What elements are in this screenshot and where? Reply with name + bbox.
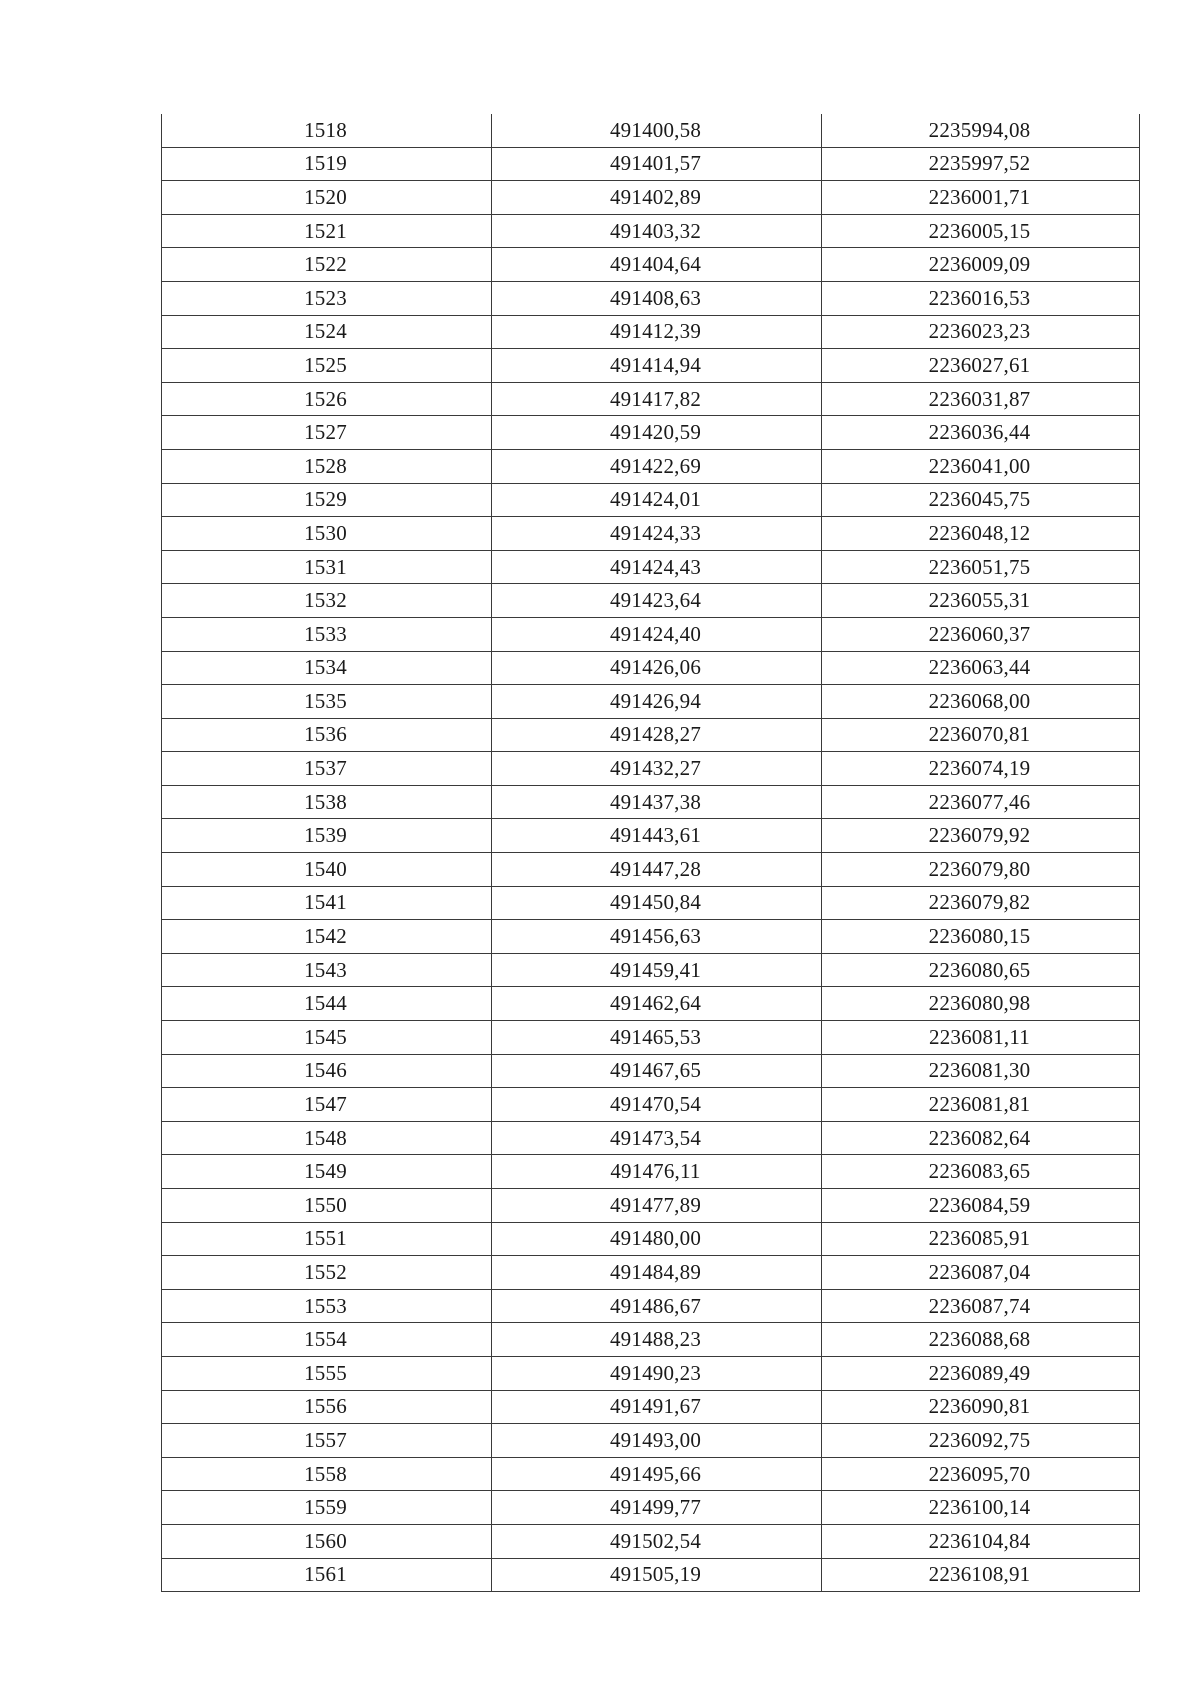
point-number-cell: 1538 (162, 785, 492, 819)
table-row (162, 1457, 1140, 1491)
y-coordinate-cell: 2236055,31 (822, 584, 1140, 618)
point-number-cell: 1556 (162, 1390, 492, 1424)
point-number-cell: 1532 (162, 584, 492, 618)
x-coordinate-cell: 491493,00 (492, 1424, 822, 1458)
x-coordinate-cell: 491402,89 (492, 181, 822, 215)
point-number-cell: 1555 (162, 1356, 492, 1390)
x-coordinate-cell: 491424,40 (492, 617, 822, 651)
x-coordinate-cell: 491495,66 (492, 1457, 822, 1491)
x-coordinate-cell: 491491,67 (492, 1390, 822, 1424)
point-number-cell: 1548 (162, 1121, 492, 1155)
point-number-cell: 1535 (162, 685, 492, 719)
point-number-cell: 1544 (162, 987, 492, 1021)
point-number-cell: 1540 (162, 853, 492, 887)
x-coordinate-cell: 491401,57 (492, 147, 822, 181)
y-coordinate-cell: 2236104,84 (822, 1524, 1140, 1558)
x-coordinate-cell: 491502,54 (492, 1524, 822, 1558)
y-coordinate-cell: 2236080,65 (822, 953, 1140, 987)
y-coordinate-cell: 2235994,08 (822, 114, 1140, 147)
table-row (162, 315, 1140, 349)
point-number-cell: 1533 (162, 617, 492, 651)
point-number-cell: 1534 (162, 651, 492, 685)
point-number-cell: 1541 (162, 886, 492, 920)
x-coordinate-cell: 491404,64 (492, 248, 822, 282)
y-coordinate-cell: 2236088,68 (822, 1323, 1140, 1357)
y-coordinate-cell: 2236068,00 (822, 685, 1140, 719)
table-row (162, 1424, 1140, 1458)
y-coordinate-cell: 2236095,70 (822, 1457, 1140, 1491)
point-number-cell: 1554 (162, 1323, 492, 1357)
point-number-cell: 1524 (162, 315, 492, 349)
y-coordinate-cell: 2236070,81 (822, 718, 1140, 752)
table-row (162, 517, 1140, 551)
y-coordinate-cell: 2236045,75 (822, 483, 1140, 517)
table-row (162, 181, 1140, 215)
y-coordinate-cell: 2236005,15 (822, 214, 1140, 248)
point-number-cell: 1549 (162, 1155, 492, 1189)
table-row (162, 1390, 1140, 1424)
point-number-cell: 1523 (162, 281, 492, 315)
y-coordinate-cell: 2236027,61 (822, 349, 1140, 383)
point-number-cell: 1546 (162, 1054, 492, 1088)
table-row (162, 1222, 1140, 1256)
table-row (162, 752, 1140, 786)
y-coordinate-cell: 2236108,91 (822, 1558, 1140, 1592)
point-number-cell: 1536 (162, 718, 492, 752)
point-number-cell: 1530 (162, 517, 492, 551)
x-coordinate-cell: 491437,38 (492, 785, 822, 819)
y-coordinate-cell: 2236084,59 (822, 1189, 1140, 1223)
y-coordinate-cell: 2236100,14 (822, 1491, 1140, 1525)
point-number-cell: 1543 (162, 953, 492, 987)
table-row (162, 382, 1140, 416)
x-coordinate-cell: 491450,84 (492, 886, 822, 920)
x-coordinate-cell: 491499,77 (492, 1491, 822, 1525)
x-coordinate-cell: 491484,89 (492, 1256, 822, 1290)
x-coordinate-cell: 491426,06 (492, 651, 822, 685)
table-row (162, 550, 1140, 584)
table-row (162, 281, 1140, 315)
y-coordinate-cell: 2236041,00 (822, 449, 1140, 483)
x-coordinate-cell: 491465,53 (492, 1021, 822, 1055)
x-coordinate-cell: 491400,58 (492, 114, 822, 147)
point-number-cell: 1529 (162, 483, 492, 517)
y-coordinate-cell: 2236081,30 (822, 1054, 1140, 1088)
y-coordinate-cell: 2236081,11 (822, 1021, 1140, 1055)
y-coordinate-cell: 2236077,46 (822, 785, 1140, 819)
y-coordinate-cell: 2236089,49 (822, 1356, 1140, 1390)
point-number-cell: 1559 (162, 1491, 492, 1525)
y-coordinate-cell: 2236092,75 (822, 1424, 1140, 1458)
point-number-cell: 1525 (162, 349, 492, 383)
x-coordinate-cell: 491417,82 (492, 382, 822, 416)
table-row (162, 785, 1140, 819)
y-coordinate-cell: 2236051,75 (822, 550, 1140, 584)
x-coordinate-cell: 491424,01 (492, 483, 822, 517)
point-number-cell: 1561 (162, 1558, 492, 1592)
point-number-cell: 1553 (162, 1289, 492, 1323)
x-coordinate-cell: 491424,43 (492, 550, 822, 584)
point-number-cell: 1547 (162, 1088, 492, 1122)
table-row (162, 819, 1140, 853)
y-coordinate-cell: 2236090,81 (822, 1390, 1140, 1424)
coordinates-table-body (162, 114, 1140, 1592)
x-coordinate-cell: 491486,67 (492, 1289, 822, 1323)
table-row (162, 1524, 1140, 1558)
table-row (162, 483, 1140, 517)
table-row (162, 1121, 1140, 1155)
table-row (162, 114, 1140, 147)
x-coordinate-cell: 491462,64 (492, 987, 822, 1021)
table-row (162, 617, 1140, 651)
y-coordinate-cell: 2236060,37 (822, 617, 1140, 651)
point-number-cell: 1539 (162, 819, 492, 853)
x-coordinate-cell: 491456,63 (492, 920, 822, 954)
y-coordinate-cell: 2236085,91 (822, 1222, 1140, 1256)
y-coordinate-cell: 2236081,81 (822, 1088, 1140, 1122)
table-row (162, 1289, 1140, 1323)
table-row (162, 147, 1140, 181)
table-row (162, 1088, 1140, 1122)
y-coordinate-cell: 2236048,12 (822, 517, 1140, 551)
table-row (162, 1155, 1140, 1189)
table-row (162, 853, 1140, 887)
point-number-cell: 1518 (162, 114, 492, 147)
table-row (162, 953, 1140, 987)
table-row (162, 1558, 1140, 1592)
table-row (162, 685, 1140, 719)
table-row (162, 1189, 1140, 1223)
point-number-cell: 1552 (162, 1256, 492, 1290)
x-coordinate-cell: 491412,39 (492, 315, 822, 349)
y-coordinate-cell: 2236080,15 (822, 920, 1140, 954)
table-row (162, 214, 1140, 248)
x-coordinate-cell: 491443,61 (492, 819, 822, 853)
point-number-cell: 1528 (162, 449, 492, 483)
x-coordinate-cell: 491473,54 (492, 1121, 822, 1155)
y-coordinate-cell: 2236031,87 (822, 382, 1140, 416)
y-coordinate-cell: 2236079,82 (822, 886, 1140, 920)
y-coordinate-cell: 2236009,09 (822, 248, 1140, 282)
table-row (162, 248, 1140, 282)
y-coordinate-cell: 2236023,23 (822, 315, 1140, 349)
y-coordinate-cell: 2236063,44 (822, 651, 1140, 685)
point-number-cell: 1545 (162, 1021, 492, 1055)
x-coordinate-cell: 491420,59 (492, 416, 822, 450)
x-coordinate-cell: 491428,27 (492, 718, 822, 752)
table-row (162, 1021, 1140, 1055)
table-row (162, 987, 1140, 1021)
x-coordinate-cell: 491490,23 (492, 1356, 822, 1390)
x-coordinate-cell: 491476,11 (492, 1155, 822, 1189)
x-coordinate-cell: 491422,69 (492, 449, 822, 483)
table-row (162, 886, 1140, 920)
point-number-cell: 1550 (162, 1189, 492, 1223)
x-coordinate-cell: 491423,64 (492, 584, 822, 618)
point-number-cell: 1527 (162, 416, 492, 450)
point-number-cell: 1531 (162, 550, 492, 584)
x-coordinate-cell: 491403,32 (492, 214, 822, 248)
table-row (162, 1256, 1140, 1290)
y-coordinate-cell: 2236082,64 (822, 1121, 1140, 1155)
y-coordinate-cell: 2236001,71 (822, 181, 1140, 215)
point-number-cell: 1521 (162, 214, 492, 248)
point-number-cell: 1557 (162, 1424, 492, 1458)
table-row (162, 920, 1140, 954)
table-row (162, 349, 1140, 383)
point-number-cell: 1542 (162, 920, 492, 954)
table-row (162, 651, 1140, 685)
y-coordinate-cell: 2235997,52 (822, 147, 1140, 181)
x-coordinate-cell: 491426,94 (492, 685, 822, 719)
table-row (162, 1356, 1140, 1390)
y-coordinate-cell: 2236080,98 (822, 987, 1140, 1021)
x-coordinate-cell: 491488,23 (492, 1323, 822, 1357)
y-coordinate-cell: 2236016,53 (822, 281, 1140, 315)
y-coordinate-cell: 2236036,44 (822, 416, 1140, 450)
x-coordinate-cell: 491480,00 (492, 1222, 822, 1256)
y-coordinate-cell: 2236074,19 (822, 752, 1140, 786)
y-coordinate-cell: 2236087,74 (822, 1289, 1140, 1323)
point-number-cell: 1558 (162, 1457, 492, 1491)
point-number-cell: 1519 (162, 147, 492, 181)
table-row (162, 1491, 1140, 1525)
point-number-cell: 1522 (162, 248, 492, 282)
point-number-cell: 1537 (162, 752, 492, 786)
point-number-cell: 1560 (162, 1524, 492, 1558)
x-coordinate-cell: 491477,89 (492, 1189, 822, 1223)
y-coordinate-cell: 2236083,65 (822, 1155, 1140, 1189)
coordinates-table (161, 114, 1140, 1592)
table-row (162, 718, 1140, 752)
x-coordinate-cell: 491459,41 (492, 953, 822, 987)
table-row (162, 449, 1140, 483)
y-coordinate-cell: 2236079,92 (822, 819, 1140, 853)
point-number-cell: 1551 (162, 1222, 492, 1256)
x-coordinate-cell: 491432,27 (492, 752, 822, 786)
x-coordinate-cell: 491414,94 (492, 349, 822, 383)
y-coordinate-cell: 2236079,80 (822, 853, 1140, 887)
x-coordinate-cell: 491424,33 (492, 517, 822, 551)
table-row (162, 1323, 1140, 1357)
x-coordinate-cell: 491505,19 (492, 1558, 822, 1592)
table-row (162, 584, 1140, 618)
x-coordinate-cell: 491408,63 (492, 281, 822, 315)
x-coordinate-cell: 491470,54 (492, 1088, 822, 1122)
y-coordinate-cell: 2236087,04 (822, 1256, 1140, 1290)
point-number-cell: 1520 (162, 181, 492, 215)
x-coordinate-cell: 491447,28 (492, 853, 822, 887)
table-row (162, 1054, 1140, 1088)
point-number-cell: 1526 (162, 382, 492, 416)
x-coordinate-cell: 491467,65 (492, 1054, 822, 1088)
table-row (162, 416, 1140, 450)
